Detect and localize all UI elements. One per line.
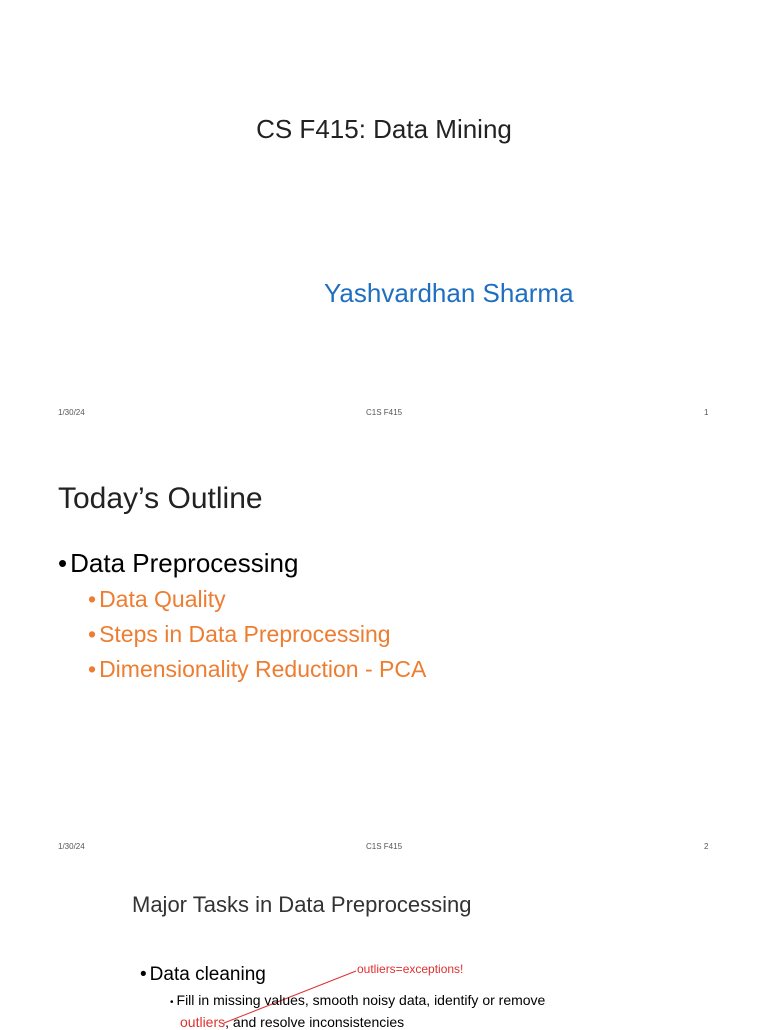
sub-bullet-continuation <box>180 1014 404 1030</box>
slide-title: CS F415: Data Mining <box>256 114 512 144</box>
footer-page-number: 1 <box>704 408 709 417</box>
slide-title: Today’s Outline <box>58 482 263 515</box>
sub-bullet-label: Steps in Data Preprocessing <box>99 621 391 647</box>
sub-bullet-continuation-text: , and resolve inconsistencies <box>225 1014 405 1030</box>
slide-title: Major Tasks in Data Preprocessing <box>132 892 472 917</box>
footer-center: C1S F415 <box>366 408 403 417</box>
footer-date: 1/30/24 <box>58 842 85 851</box>
bullet-glyph: • <box>88 621 97 647</box>
bullet-label: Data cleaning <box>149 964 266 985</box>
sub-bullet-item <box>88 621 391 648</box>
slide-3 <box>0 868 768 1030</box>
footer-page-number: 2 <box>704 842 709 851</box>
bullet-glyph: • <box>170 997 174 1008</box>
author-name: Yashvardhan Sharma <box>324 278 574 308</box>
outliers-highlight: outliers <box>180 1014 226 1030</box>
sub-bullet-label: Fill in missing values, smooth noisy data, identify or remove <box>176 992 546 1008</box>
sub-bullet-item <box>88 586 226 613</box>
footer-center: C1S F415 <box>366 842 403 851</box>
bullet-item <box>58 548 298 579</box>
sub-bullet-label: Data Quality <box>99 586 226 612</box>
slide-1 <box>0 0 768 434</box>
footer-date: 1/30/24 <box>58 408 85 417</box>
bullet-glyph: • <box>88 656 97 682</box>
bullet-glyph: • <box>140 964 147 985</box>
bullet-glyph: • <box>88 586 97 612</box>
slide-2 <box>0 434 768 868</box>
bullet-label: Data Preprocessing <box>70 548 299 578</box>
annotation-text: outliers=exceptions! <box>357 962 464 976</box>
sub-bullet-item <box>170 992 545 1008</box>
sub-bullet-label: Dimensionality Reduction - PCA <box>99 656 427 682</box>
sub-bullet-item <box>88 656 426 683</box>
bullet-glyph: • <box>58 548 68 578</box>
